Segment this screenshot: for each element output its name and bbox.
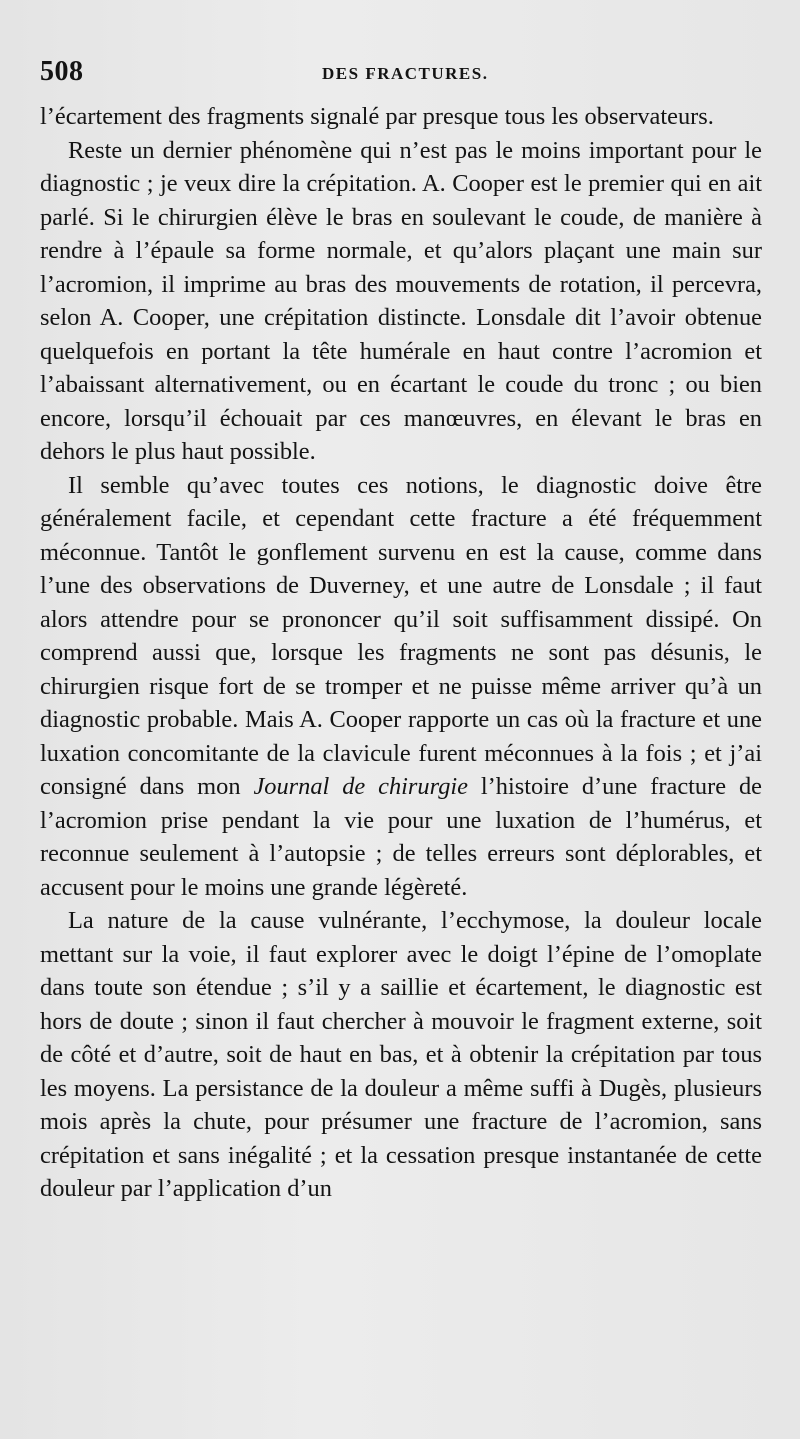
paragraph-exploration: La nature de la cause vulnérante, l’ecchymose, la douleur locale mettant sur la voie, il faut explorer avec le doigt l’épine de l’omoplate dans toute son étendue ; s’il y a saillie et écartement, le diagnostic est hors de doute ; sinon il faut chercher à mouvoir le fragment externe, soit de côté et d’autre, soit de haut en bas, et à obtenir la crépitation par tous les moyens. La persistance de la douleur a même suffi à Dugès, plusieurs mois après la chute, pour présumer une fracture de l’acromion, sans crépitation et sans inégalité ; et la cessation presque instantanée de cette douleur par l’application d’un <box>40 907 762 1202</box>
body-text <box>40 100 762 1206</box>
journal-title: Journal de chirurgie <box>253 773 468 800</box>
page-number: 508 <box>40 56 84 87</box>
paragraph-diagnosis-errors-part1: Il semble qu’avec toutes ces notions, le diagnostic doive être généralement facile, et cependant cette fracture a été fréquemment méconnue. Tantôt le gonflement survenu en est la cause, comme dans l’une des observations de Duverney, et une autre de Lonsdale ; il faut alors attendre pour se prononcer qu’il soit suffisamment dissipé. On comprend aussi que, lorsque les fragments ne sont pas désunis, le chirurgien risque fort de se tromper et ne puisse même arriver qu’à un diagnostic probable. Mais A. Cooper rapporte un cas où la fracture et une luxation concomitante de la clavicule furent méconnues à la fois ; et j’ai consigné dans mon <box>40 471 762 800</box>
paragraph-diagnosis-errors-part2: l’histoire d’une fracture de l’acromion prise pendant la vie pour une luxation de l’humérus, et reconnue seulement à l’autopsie ; de telles erreurs sont déplorables, et accusent pour le moins une grande légèreté. <box>40 773 762 901</box>
paragraph-continuation: l’écartement des fragments signalé par presque tous les observateurs. <box>40 103 714 130</box>
page-header <box>40 56 760 92</box>
paragraph-crepitation: Reste un dernier phénomène qui n’est pas le moins important pour le diagnostic ; je veux dire la crépitation. A. Cooper est le premier qui en ait parlé. Si le chirurgien élève le bras en soulevant le coude, de manière à rendre à l’épaule sa forme normale, et qu’alors plaçant une main sur l’acromion, il imprime au bras des mouvements de rotation, il percevra, selon A. Cooper, une crépitation distincte. Lonsdale dit l’avoir obtenue quelquefois en portant la tête humérale en haut contre l’acromion et l’abaissant alternativement, ou en écartant le coude du tronc ; ou bien encore, lorsqu’il échouait par ces manœuvres, en élevant le bras en dehors le plus haut possible. <box>40 136 762 465</box>
paragraph-diagnosis-errors <box>40 469 762 905</box>
running-head: DES FRACTURES. <box>322 64 489 83</box>
